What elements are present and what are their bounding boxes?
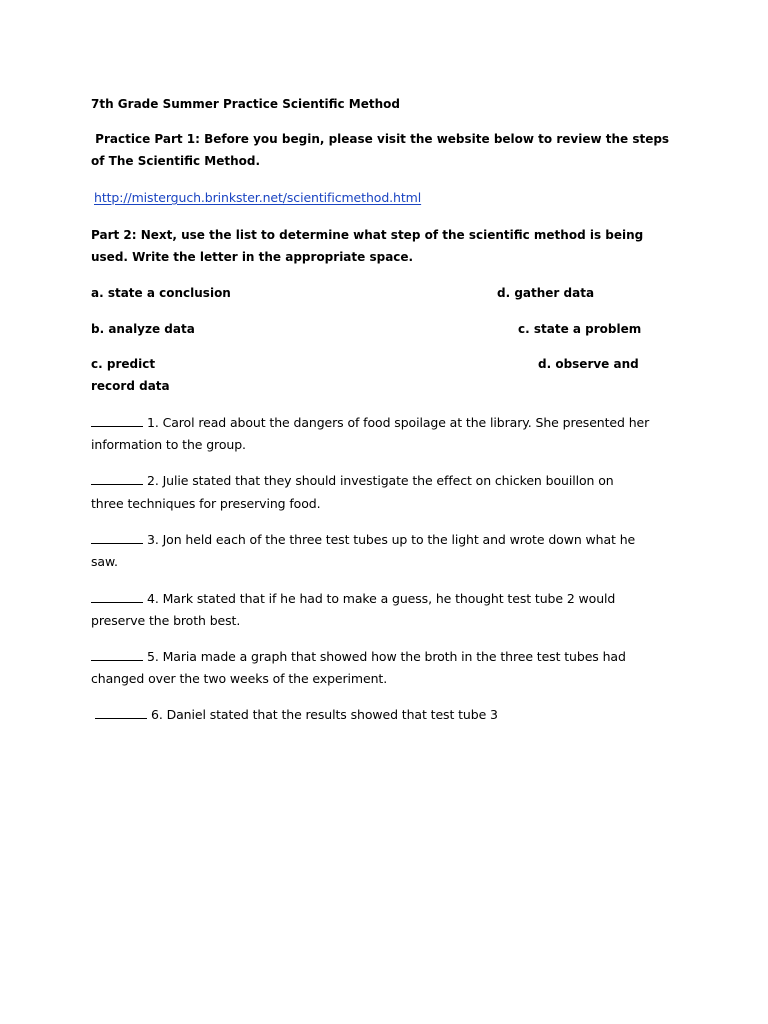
answer-blank[interactable] [95,704,147,719]
part2-instructions-line2: used. Write the letter in the appropriate space. [91,250,414,264]
question-5-continued: changed over the two weeks of the experiment. [91,671,388,686]
question-3-continued: saw. [91,554,118,569]
part1-instructions-line2: of The Scientific Method. [91,154,261,168]
question-6 [95,704,498,726]
question-2-text: 2. Julie stated that they should investigate the effect on chicken bouillon on [147,473,614,488]
question-4 [91,588,615,610]
part1-instructions-line1: Practice Part 1: Before you begin, please visit the website below to review the steps [91,132,670,146]
answer-blank[interactable] [91,588,143,603]
question-2-continued: three techniques for preserving food. [91,496,321,511]
question-1-continued: information to the group. [91,437,246,452]
option-c-state-problem: c. state a problem [518,322,642,336]
scientific-method-link[interactable]: http://misterguch.brinkster.net/scientificmethod.html [94,190,422,205]
option-d-gather-data: d. gather data [497,286,595,300]
question-3-text: 3. Jon held each of the three test tubes up to the light and wrote down what he [147,532,636,547]
option-a-state-conclusion: a. state a conclusion [91,286,231,300]
question-1-text: 1. Carol read about the dangers of food spoilage at the library. She presented her [147,415,650,430]
question-6-text: 6. Daniel stated that the results showed that test tube 3 [151,707,498,722]
answer-blank[interactable] [91,470,143,485]
question-2 [91,470,614,492]
question-1 [91,412,649,434]
option-b-analyze-data: b. analyze data [91,322,195,336]
part2-instructions-line1: Part 2: Next, use the list to determine what step of the scientific method is being [91,228,644,242]
question-3 [91,529,635,551]
question-4-text: 4. Mark stated that if he had to make a guess, he thought test tube 2 would [147,591,616,606]
answer-blank[interactable] [91,646,143,661]
question-5 [91,646,626,668]
question-5-text: 5. Maria made a graph that showed how the broth in the three test tubes had [147,649,626,664]
question-4-continued: preserve the broth best. [91,613,241,628]
option-d-observe: d. observe and [538,357,639,371]
answer-blank[interactable] [91,529,143,544]
option-c-predict: c. predict [91,357,156,371]
worksheet-title: 7th Grade Summer Practice Scientific Method [91,97,400,111]
option-d-observe-continued: record data [91,379,170,393]
answer-blank[interactable] [91,412,143,427]
